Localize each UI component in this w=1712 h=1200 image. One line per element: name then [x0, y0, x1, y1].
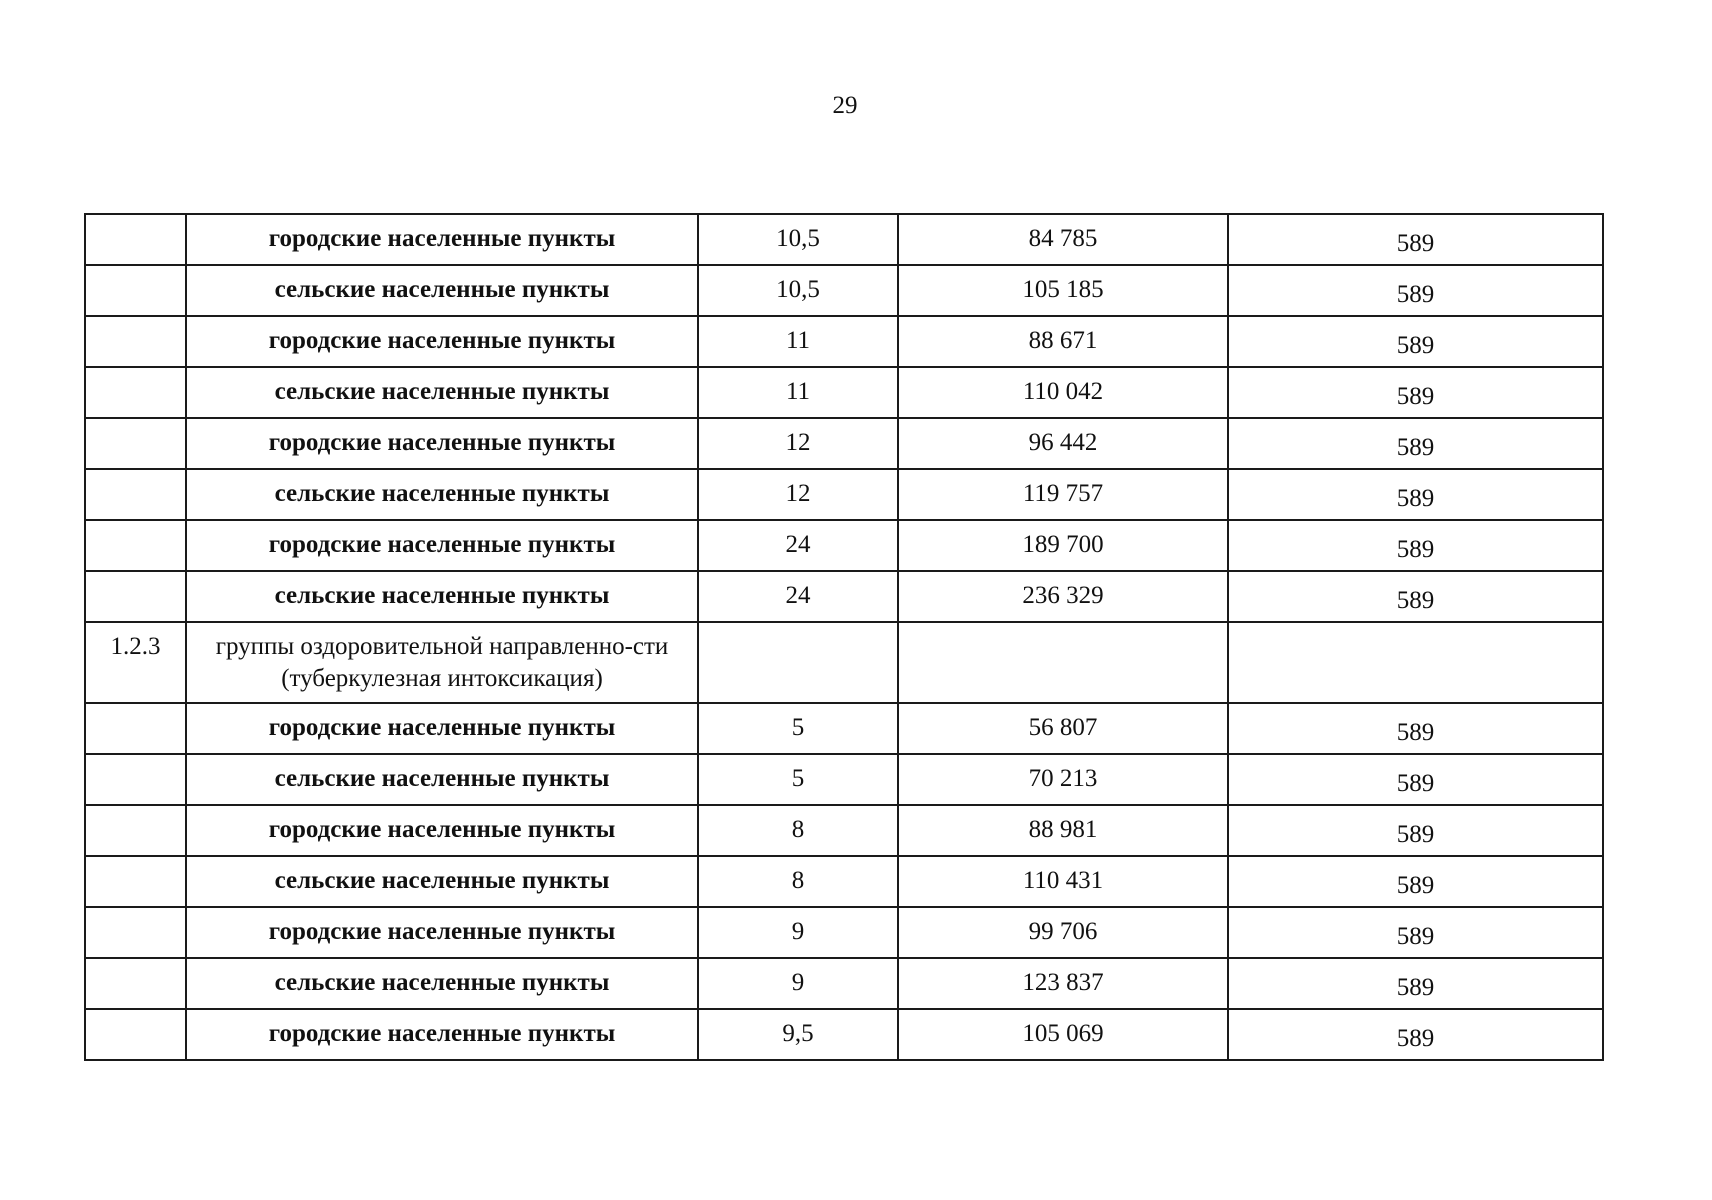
row-value-2-cell: 105 069 — [898, 1009, 1228, 1060]
row-number-cell — [85, 520, 186, 571]
row-number-cell — [85, 856, 186, 907]
row-name-cell: сельские населенные пункты — [186, 754, 698, 805]
row-value-1-cell: 10,5 — [698, 265, 898, 316]
row-number-cell — [85, 958, 186, 1009]
row-value-2-cell: 105 185 — [898, 265, 1228, 316]
row-value-3-cell: 589 — [1228, 571, 1603, 622]
row-value-3-cell: 589 — [1228, 520, 1603, 571]
row-name-cell: группы оздоровительной направленно-сти (туберкулезная интоксикация) — [186, 622, 698, 703]
row-name-cell: городские населенные пункты — [186, 520, 698, 571]
table-row — [85, 316, 1603, 367]
table-row — [85, 856, 1603, 907]
row-name-cell: сельские населенные пункты — [186, 856, 698, 907]
page-number: 29 — [832, 92, 858, 119]
row-value-3-cell: 589 — [1228, 214, 1603, 265]
row-value-2-cell: 123 837 — [898, 958, 1228, 1009]
table-row — [85, 418, 1603, 469]
row-value-3-cell: 589 — [1228, 265, 1603, 316]
row-value-2-cell: 110 042 — [898, 367, 1228, 418]
table-row — [85, 265, 1603, 316]
row-value-1-cell: 11 — [698, 316, 898, 367]
row-value-3-cell: 589 — [1228, 907, 1603, 958]
row-value-2-cell: 96 442 — [898, 418, 1228, 469]
row-value-1-cell: 9,5 — [698, 1009, 898, 1060]
row-value-2-cell: 88 981 — [898, 805, 1228, 856]
row-value-1-cell: 11 — [698, 367, 898, 418]
row-value-1-cell: 9 — [698, 958, 898, 1009]
row-number-cell — [85, 265, 186, 316]
row-number-cell — [85, 571, 186, 622]
row-number-cell — [85, 316, 186, 367]
row-value-3-cell: 589 — [1228, 754, 1603, 805]
row-value-3-cell — [1228, 622, 1603, 703]
row-value-1-cell: 5 — [698, 703, 898, 754]
row-name-cell: сельские населенные пункты — [186, 469, 698, 520]
row-number-cell — [85, 907, 186, 958]
table-row — [85, 754, 1603, 805]
row-name-cell: городские населенные пункты — [186, 214, 698, 265]
table-row — [85, 958, 1603, 1009]
row-value-3-cell: 589 — [1228, 367, 1603, 418]
row-number-cell — [85, 703, 186, 754]
row-name-cell: сельские населенные пункты — [186, 367, 698, 418]
table-row — [85, 520, 1603, 571]
row-name-cell: городские населенные пункты — [186, 703, 698, 754]
row-number-cell: 1.2.3 — [85, 622, 186, 703]
table-group-row — [85, 622, 1603, 703]
row-name-cell: городские населенные пункты — [186, 1009, 698, 1060]
row-value-1-cell: 9 — [698, 907, 898, 958]
tariff-table — [84, 213, 1604, 1061]
row-number-cell — [85, 754, 186, 805]
table-row — [85, 907, 1603, 958]
row-name-cell: городские населенные пункты — [186, 907, 698, 958]
row-value-2-cell: 56 807 — [898, 703, 1228, 754]
row-value-2-cell: 119 757 — [898, 469, 1228, 520]
row-value-1-cell: 12 — [698, 418, 898, 469]
row-value-1-cell: 8 — [698, 805, 898, 856]
row-value-2-cell: 110 431 — [898, 856, 1228, 907]
row-value-3-cell: 589 — [1228, 703, 1603, 754]
table-row — [85, 703, 1603, 754]
row-value-2-cell — [898, 622, 1228, 703]
row-value-1-cell: 5 — [698, 754, 898, 805]
row-value-1-cell: 24 — [698, 520, 898, 571]
table-row — [85, 469, 1603, 520]
row-value-1-cell: 12 — [698, 469, 898, 520]
row-number-cell — [85, 1009, 186, 1060]
row-name-cell: городские населенные пункты — [186, 316, 698, 367]
row-value-3-cell: 589 — [1228, 1009, 1603, 1060]
table-row — [85, 1009, 1603, 1060]
row-value-2-cell: 99 706 — [898, 907, 1228, 958]
row-value-1-cell: 24 — [698, 571, 898, 622]
row-name-cell: сельские населенные пункты — [186, 958, 698, 1009]
row-name-cell: городские населенные пункты — [186, 805, 698, 856]
table-row — [85, 805, 1603, 856]
row-value-3-cell: 589 — [1228, 418, 1603, 469]
row-name-cell: городские населенные пункты — [186, 418, 698, 469]
row-value-2-cell: 189 700 — [898, 520, 1228, 571]
row-value-3-cell: 589 — [1228, 958, 1603, 1009]
row-value-2-cell: 70 213 — [898, 754, 1228, 805]
row-number-cell — [85, 805, 186, 856]
row-name-cell: сельские населенные пункты — [186, 265, 698, 316]
row-value-3-cell: 589 — [1228, 316, 1603, 367]
row-number-cell — [85, 469, 186, 520]
row-value-2-cell: 88 671 — [898, 316, 1228, 367]
row-number-cell — [85, 214, 186, 265]
table-row — [85, 214, 1603, 265]
table-row — [85, 367, 1603, 418]
row-name-cell: сельские населенные пункты — [186, 571, 698, 622]
table-body — [85, 214, 1603, 1060]
row-value-1-cell: 8 — [698, 856, 898, 907]
row-value-3-cell: 589 — [1228, 856, 1603, 907]
row-value-3-cell: 589 — [1228, 805, 1603, 856]
table-row — [85, 571, 1603, 622]
row-number-cell — [85, 418, 186, 469]
row-value-1-cell: 10,5 — [698, 214, 898, 265]
row-value-1-cell — [698, 622, 898, 703]
row-value-2-cell: 236 329 — [898, 571, 1228, 622]
row-value-2-cell: 84 785 — [898, 214, 1228, 265]
row-number-cell — [85, 367, 186, 418]
row-value-3-cell: 589 — [1228, 469, 1603, 520]
